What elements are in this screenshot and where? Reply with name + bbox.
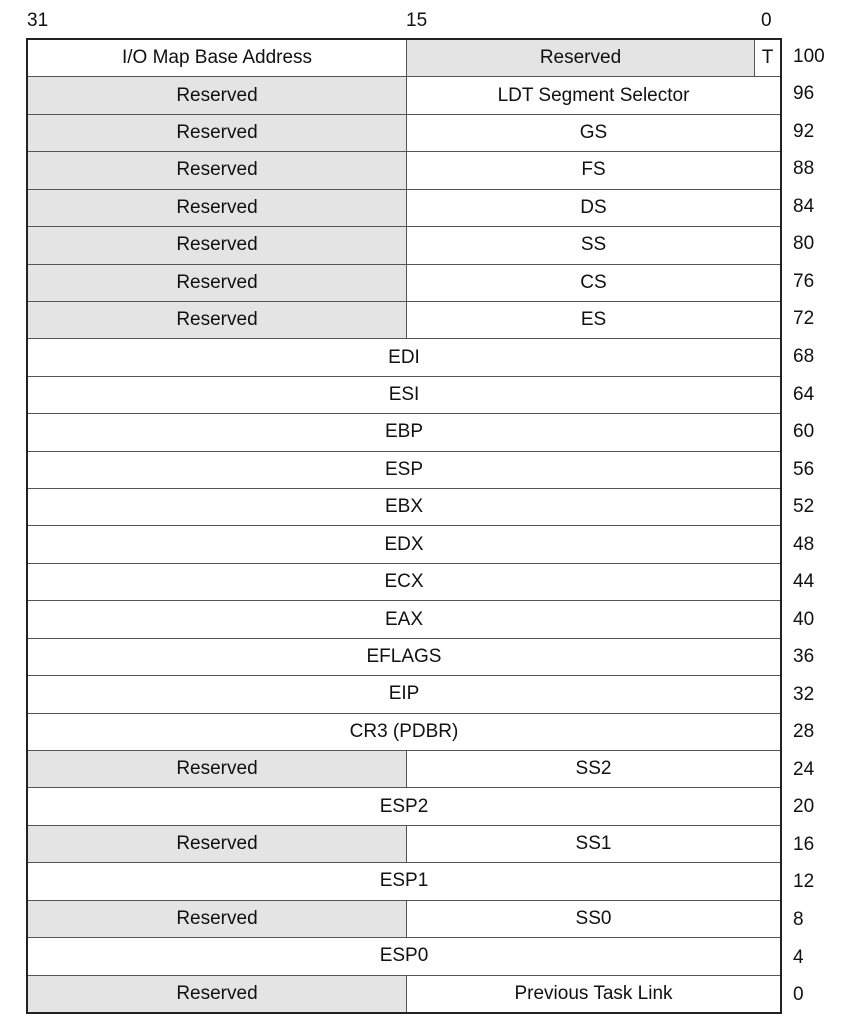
- register-field: EBX: [28, 489, 780, 525]
- reserved-field: Reserved: [28, 901, 407, 937]
- tss-row: [28, 265, 780, 302]
- segment-field: SS2: [407, 751, 780, 787]
- byte-offset-label: 0: [793, 984, 804, 1006]
- byte-offset-label: 96: [793, 83, 815, 105]
- byte-offset-label: 8: [793, 908, 804, 930]
- register-field: ESP2: [28, 788, 780, 824]
- reserved-field: Reserved: [28, 227, 407, 263]
- segment-field: GS: [407, 115, 780, 151]
- tss-row: [28, 40, 780, 77]
- reserved-field: Reserved: [28, 751, 407, 787]
- register-field: EBP: [28, 414, 780, 450]
- tss-row: [28, 452, 780, 489]
- byte-offset-label: 72: [793, 308, 815, 330]
- segment-field: DS: [407, 190, 780, 226]
- byte-offset-label: 88: [793, 158, 815, 180]
- tss-row: [28, 377, 780, 414]
- tss-row: [28, 526, 780, 563]
- register-field: EIP: [28, 676, 780, 712]
- tss-row: [28, 564, 780, 601]
- tss-structure-table: [26, 38, 782, 1014]
- byte-offset-label: 52: [793, 496, 815, 518]
- tss-row: [28, 714, 780, 751]
- register-field: EFLAGS: [28, 639, 780, 675]
- segment-field: SS1: [407, 826, 780, 862]
- io-map-base-field: I/O Map Base Address: [28, 40, 407, 76]
- tss-row: [28, 901, 780, 938]
- byte-offset-label: 68: [793, 346, 815, 368]
- register-field: EDI: [28, 339, 780, 375]
- bit-label-31: 31: [27, 10, 49, 31]
- byte-offset-label: 56: [793, 458, 815, 480]
- tss-row: [28, 863, 780, 900]
- reserved-field: Reserved: [28, 976, 407, 1012]
- tss-row: [28, 227, 780, 264]
- register-field: EAX: [28, 601, 780, 637]
- byte-offset-label: 40: [793, 608, 815, 630]
- register-field: CR3 (PDBR): [28, 714, 780, 750]
- tss-row: [28, 152, 780, 189]
- byte-offset-label: 60: [793, 421, 815, 443]
- tss-row: [28, 489, 780, 526]
- tss-row: [28, 788, 780, 825]
- byte-offset-label: 16: [793, 833, 815, 855]
- byte-offset-label: 80: [793, 233, 815, 255]
- bit-label-15: 15: [406, 10, 428, 31]
- byte-offset-label: 100: [793, 45, 825, 67]
- segment-field: SS0: [407, 901, 780, 937]
- tss-row: [28, 339, 780, 376]
- byte-offset-column: [782, 38, 844, 1014]
- byte-offset-label: 20: [793, 796, 815, 818]
- tss-row: [28, 676, 780, 713]
- byte-offset-label: 32: [793, 683, 815, 705]
- reserved-field: Reserved: [28, 302, 407, 338]
- byte-offset-label: 24: [793, 758, 815, 780]
- byte-offset-label: 12: [793, 871, 815, 893]
- register-field: ESI: [28, 377, 780, 413]
- trap-flag-field: T: [754, 40, 780, 76]
- byte-offset-label: 36: [793, 646, 815, 668]
- reserved-field: Reserved: [28, 265, 407, 301]
- segment-field: FS: [407, 152, 780, 188]
- register-field: ESP0: [28, 938, 780, 974]
- byte-offset-label: 48: [793, 533, 815, 555]
- reserved-field: Reserved: [28, 190, 407, 226]
- segment-field: Previous Task Link: [407, 976, 780, 1012]
- reserved-field: Reserved: [28, 826, 407, 862]
- register-field: ESP1: [28, 863, 780, 899]
- segment-field: CS: [407, 265, 780, 301]
- tss-row: [28, 302, 780, 339]
- byte-offset-label: 44: [793, 571, 815, 593]
- bit-label-0: 0: [761, 10, 772, 31]
- byte-offset-label: 64: [793, 383, 815, 405]
- byte-offset-label: 92: [793, 120, 815, 142]
- tss-row: [28, 115, 780, 152]
- byte-offset-label: 76: [793, 270, 815, 292]
- byte-offset-label: 84: [793, 195, 815, 217]
- reserved-field: Reserved: [407, 40, 754, 76]
- reserved-field: Reserved: [28, 77, 407, 113]
- tss-row: [28, 190, 780, 227]
- tss-row: [28, 976, 780, 1012]
- reserved-field: Reserved: [28, 115, 407, 151]
- tss-row: [28, 77, 780, 114]
- tss-row: [28, 639, 780, 676]
- tss-row: [28, 826, 780, 863]
- byte-offset-label: 28: [793, 721, 815, 743]
- tss-row: [28, 938, 780, 975]
- register-field: ECX: [28, 564, 780, 600]
- byte-offset-label: 4: [793, 946, 804, 968]
- segment-field: ES: [407, 302, 780, 338]
- reserved-field: Reserved: [28, 152, 407, 188]
- tss-row: [28, 601, 780, 638]
- segment-field: LDT Segment Selector: [407, 77, 780, 113]
- tss-row: [28, 751, 780, 788]
- register-field: EDX: [28, 526, 780, 562]
- register-field: ESP: [28, 452, 780, 488]
- tss-row: [28, 414, 780, 451]
- segment-field: SS: [407, 227, 780, 263]
